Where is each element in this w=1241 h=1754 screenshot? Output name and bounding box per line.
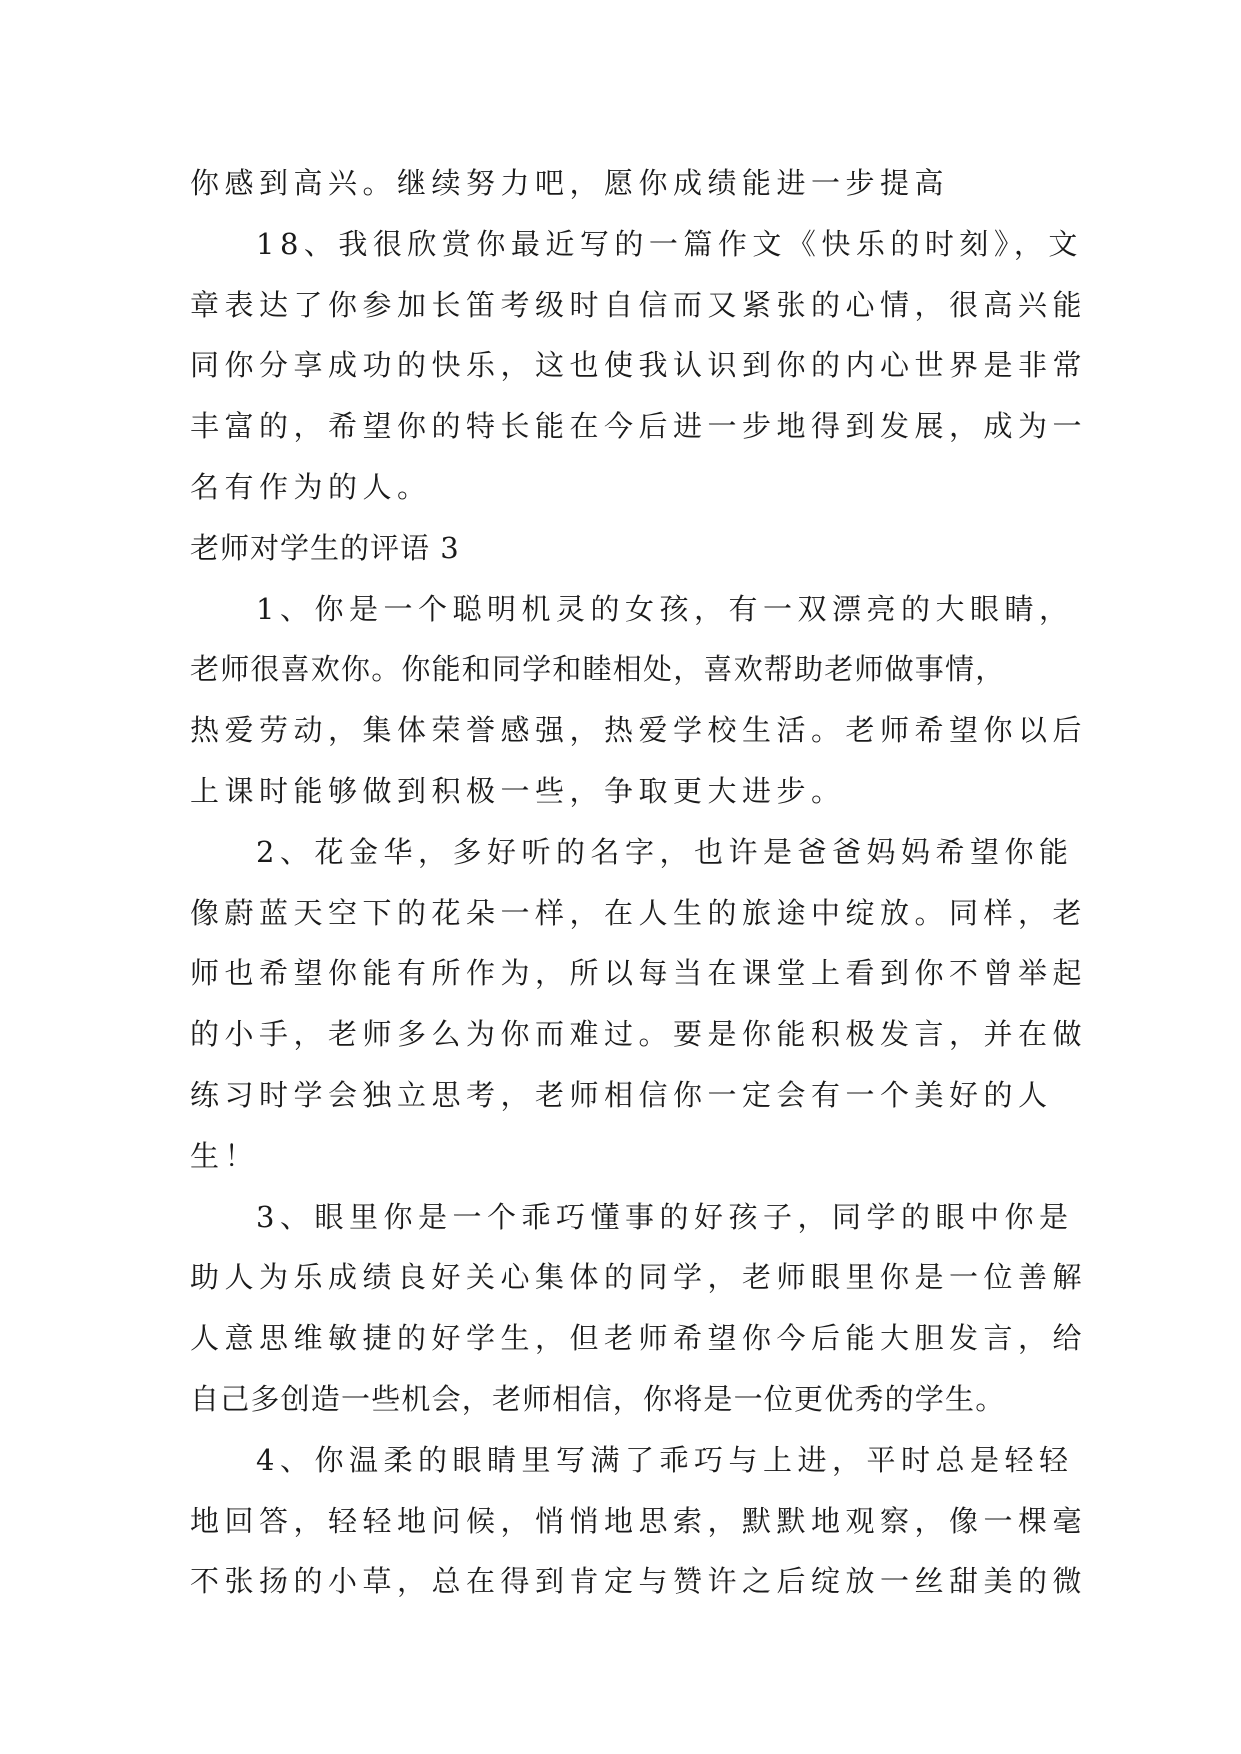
text-line: 丰富的，希望你的特长能在今后进一步地得到发展，成为一 bbox=[190, 409, 1088, 444]
text-line: 地回答，轻轻地问候，悄悄地思索，默默地观察，像一棵毫 bbox=[190, 1503, 1088, 1538]
text-line: 章表达了你参加长笛考级时自信而又紧张的心情，很高兴能 bbox=[190, 287, 1088, 322]
text-line: 不张扬的小草，总在得到肯定与赞许之后绽放一丝甜美的微 bbox=[190, 1564, 1088, 1599]
text-line: 生！ bbox=[190, 1138, 260, 1173]
text-line: 老师很喜欢你。你能和同学和睦相处，喜欢帮助老师做事情， bbox=[190, 652, 1006, 687]
text-line: 热爱劳动，集体荣誉感强，热爱学校生活。老师希望你以后 bbox=[190, 713, 1088, 748]
text-line: 像蔚蓝天空下的花朵一样，在人生的旅途中绽放。同样，老 bbox=[190, 895, 1088, 930]
text-line: 你感到高兴。继续努力吧，愿你成绩能进一步提高 bbox=[190, 166, 950, 200]
paragraph-3-line: 3、眼里你是一个乖巧懂事的好孩子，同学的眼中你是 bbox=[256, 1199, 1074, 1234]
text-line: 同你分享成功的快乐，这也使我认识到你的内心世界是非常 bbox=[190, 348, 1088, 383]
text-line: 的小手，老师多么为你而难过。要是你能积极发言，并在做 bbox=[190, 1017, 1088, 1052]
paragraph-2-line: 2、花金华，多好听的名字，也许是爸爸妈妈希望你能 bbox=[256, 834, 1074, 869]
text-line: 上课时能够做到积极一些，争取更大进步。 bbox=[190, 773, 846, 808]
paragraph-4-line: 4、你温柔的眼睛里写满了乖巧与上进，平时总是轻轻 bbox=[256, 1442, 1074, 1477]
text-line: 人意思维敏捷的好学生，但老师希望你今后能大胆发言，给 bbox=[190, 1321, 1088, 1356]
text-line: 练习时学会独立思考，老师相信你一定会有一个美好的人 bbox=[190, 1077, 1053, 1112]
text-line: 师也希望你能有所作为，所以每当在课堂上看到你不曾举起 bbox=[190, 956, 1088, 991]
paragraph-18-line: 18、我很欣赏你最近写的一篇作文《快乐的时刻》，文 bbox=[256, 226, 1083, 261]
section-heading: 老师对学生的评语 3 bbox=[190, 530, 460, 565]
text-line: 助人为乐成绩良好关心集体的同学，老师眼里你是一位善解 bbox=[190, 1260, 1088, 1295]
paragraph-1-line: 1、你是一个聪明机灵的女孩，有一双漂亮的大眼睛， bbox=[256, 591, 1074, 626]
text-line: 自己多创造一些机会，老师相信，你将是一位更优秀的学生。 bbox=[190, 1381, 1006, 1416]
document-page bbox=[190, 153, 1088, 1612]
text-line: 名有作为的人。 bbox=[190, 469, 432, 504]
